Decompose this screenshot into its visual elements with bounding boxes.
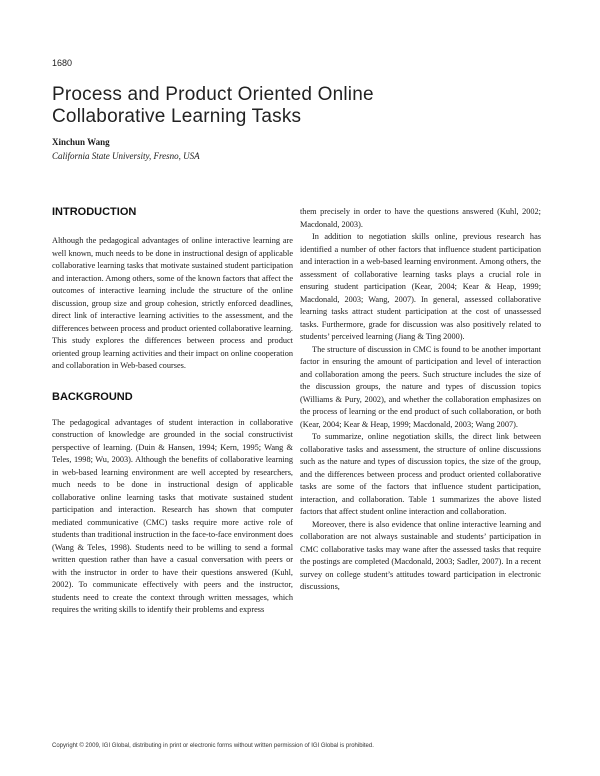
- background-heading: BACKGROUND: [52, 390, 133, 403]
- background-paragraph: The pedagogical advantages of student interaction in collaborative construction of knowledge are grounded in the social constructivist perspective of learning. (Duin & Hansen, 1994; Kern, 1995; Wang & Teles, 1998; Wu, 2003). Although the benefits of collaborative learning in web-based learning environment are well accepted by researchers, much needs to be done in instructional design of applicable collaborative online learning tasks that motivate sustained student participation and interaction. Research has shown that computer mediated communicative (CMC) tasks require more active role of students than traditional instruction in the face-to-face environment does (Wang & Teles, 1998). Students need to be willing to send a formal written question rather than have a casual conversation with peers or with the instructor in order to have their questions answered (Kuhl, 2002). To communicate effectively with peers and the instructor, students need to create the context through written messages, which requires the writing skills to identify their problems and express: [52, 417, 293, 614]
- right-column: [300, 206, 541, 594]
- background-paragraph-continued: them precisely in order to have the questions answered (Kuhl, 2002; Macdonald, 2003).: [300, 207, 541, 229]
- article-title: [52, 84, 552, 128]
- copyright-footer: Copyright © 2009, IGI Global, distributing in print or electronic forms without written permission of IGI Global is prohibited.: [52, 743, 374, 749]
- author-affiliation: California State University, Fresno, USA: [52, 151, 200, 161]
- left-column: [52, 206, 293, 617]
- page-number: 1680: [52, 58, 73, 68]
- title-line: Collaborative Learning Tasks: [52, 106, 302, 127]
- title-line: Process and Product Oriented Online: [52, 84, 374, 105]
- background-paragraph: In addition to negotiation skills online, previous research has identified a number of other factors that influence student participation and interaction in a web-based learning environment. Among others, the assessment of collaborative learning tasks plays a crucial role in ensuring student participation (Kear, 2004; Kear & Heap, 1999; Macdonald, 2003; Wang, 2007). In general, assessed collaborative learning tasks attract student participation at the cost of unassessed tasks. Furthermore, grade for discussion was also positively related to students’ perceived learning (Jiang & Ting 2000).: [300, 232, 541, 341]
- introduction-paragraph: Although the pedagogical advantages of online interactive learning are well known, much needs to be done in instructional design of applicable collaborative learning tasks that motivate sustained student participation and interaction. Among others, some of the known factors that affect the outcomes of interactive learning include the structure of the online discussion, group size and group cohesion, strictly enforced deadlines, direct link of interactive learning activities to the assessment, and the differences between process and product oriented collaborative learning. This study explores the differences between process and product oriented group learning activities and their impact on online cooperation and collaboration in Web-based courses.: [52, 236, 293, 370]
- background-paragraph: To summarize, online negotiation skills, the direct link between collaborative tasks and assessment, the structure of online discussions such as the nature and types of discussion topics, the size of the group, and the differences between process and product oriented collaborative tasks are some of the factors that influence student participation, interaction, and collaboration. Table 1 summarizes the above listed factors that affect student online interaction and collaboration.: [300, 432, 541, 516]
- introduction-heading: INTRODUCTION: [52, 206, 137, 218]
- author-name: Xinchun Wang: [52, 137, 110, 147]
- background-paragraph: The structure of discussion in CMC is found to be another important factor in ensuring the amount of participation and level of interaction and collaboration among the peers. Such structure includes the size of the discussion groups, the nature and types of discussion topics (Williams & Pury, 2002), and whether the collaboration emphasizes on the process of learning or the end product of such collaboration, or both (Kear, 2004; Kear & Heap, 1999; Macdonald, 2003; Wang 2007).: [300, 344, 541, 429]
- background-paragraph: Moreover, there is also evidence that online interactive learning and collaboration are not always sustainable and students’ participation in CMC collaborative tasks may wane after the assessed tasks that require the postings are completed (Macdonald, 2003; Sadler, 2007). In a recent survey on college student’s attitudes toward participation in electronic discussions,: [300, 519, 541, 591]
